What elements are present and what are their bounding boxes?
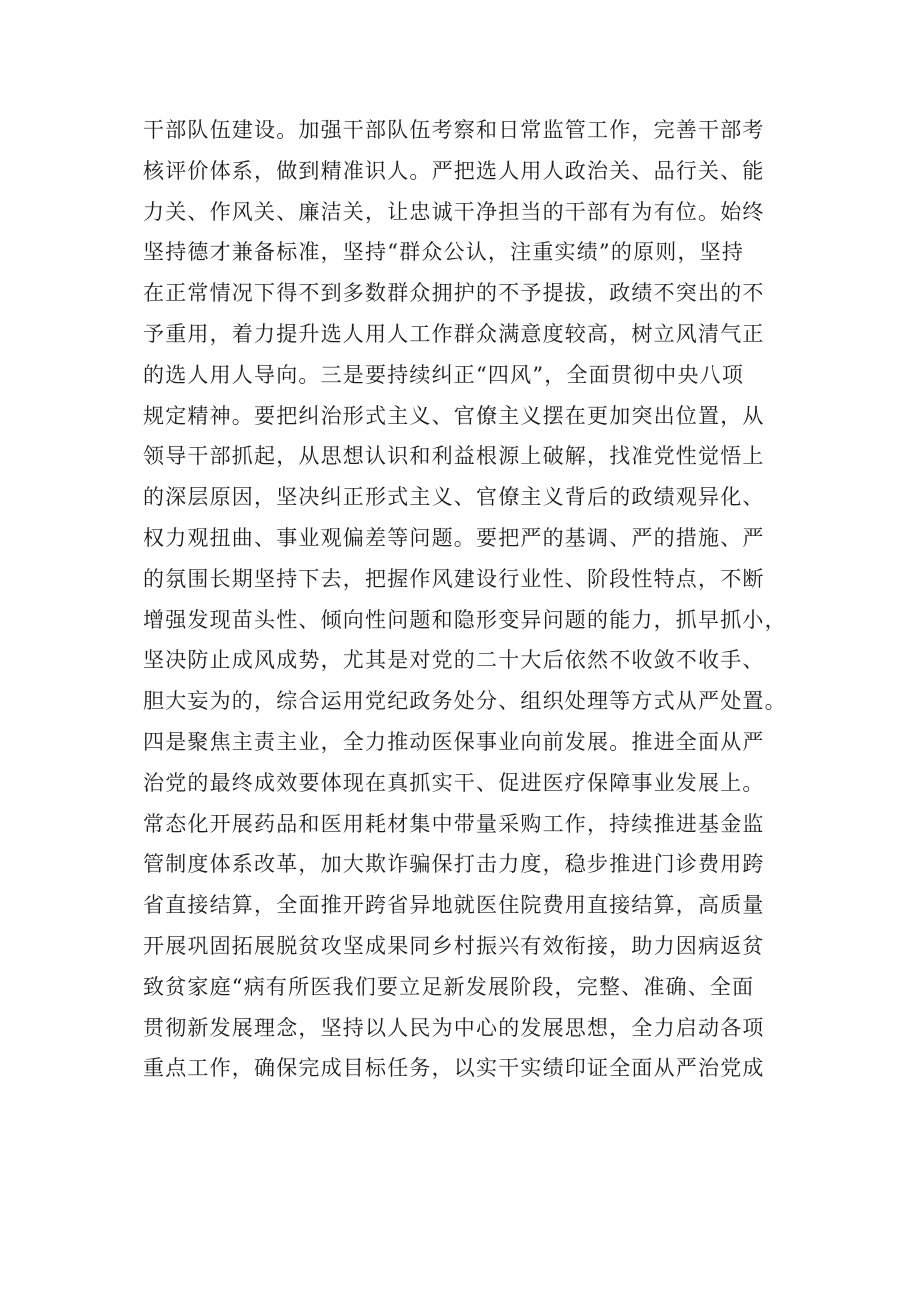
text-line: 坚持德才兼备标准，坚持“群众公认，注重实绩”的原则，坚持 [143, 240, 745, 265]
text-line: 的选人用人导向。三是要持续纠正“四风”，全面贯彻中央八项 [143, 362, 745, 387]
text-line: 治党的最终成效要体现在真抓实干、促进医疗保障事业发展上。 [143, 770, 765, 795]
text-line: 规定精神。要把纠治形式主义、官僚主义摆在更加突出位置，从 [143, 403, 765, 428]
text-line: 坚决防止成风成势，尤其是对党的二十大后依然不收敛不收手、 [143, 648, 765, 673]
text-line: 贯彻新发展理念，坚持以人民为中心的发展思想，全力启动各项 [143, 1015, 765, 1040]
text-line: 在正常情况下得不到多数群众拥护的不予提拔，政绩不突出的不 [143, 281, 765, 306]
text-line: 的深层原因，坚决纠正形式主义、官僚主义背后的政绩观异化、 [143, 485, 765, 510]
text-line: 重点工作，确保完成目标任务，以实干实绩印证全面从严治党成 [143, 1056, 765, 1081]
text-line: 力关、作风关、廉洁关，让忠诚干净担当的干部有为有位。始终 [143, 199, 765, 224]
text-line: 干部队伍建设。加强干部队伍考察和日常监管工作，完善干部考 [143, 118, 765, 142]
text-line: 的氛围长期坚持下去，把握作风建设行业性、阶段性特点，不断 [143, 566, 765, 591]
text-line: 予重用，着力提升选人用人工作群众满意度较高，树立风清气正 [143, 321, 765, 346]
text-line: 管制度体系改革，加大欺诈骗保打击力度，稳步推进门诊费用跨 [143, 852, 765, 877]
text-line: 权力观扭曲、事业观偏差等问题。要把严的基调、严的措施、严 [143, 525, 765, 550]
text-line: 开展巩固拓展脱贫攻坚成果同乡村振兴有效衔接，助力因病返贫 [143, 933, 765, 958]
text-line: 核评价体系，做到精准识人。严把选人用人政治关、品行关、能 [143, 158, 765, 183]
text-line: 增强发现苗头性、倾向性问题和隐形变异问题的能力，抓早抓小， [143, 607, 787, 632]
text-line: 四是聚焦主责主业，全力推动医保事业向前发展。推进全面从严 [143, 729, 765, 754]
text-line: 省直接结算，全面推开跨省异地就医住院费用直接结算，高质量 [143, 893, 765, 918]
text-line: 致贫家庭“病有所医我们要立足新发展阶段，完整、准确、全面 [143, 974, 755, 999]
text-line: 常态化开展药品和医用耗材集中带量采购工作，持续推进基金监 [143, 811, 765, 836]
body-text [143, 110, 803, 1089]
text-line: 胆大妄为的，综合运用党纪政务处分、组织处理等方式从严处置。 [143, 689, 787, 714]
text-line: 领导干部抓起，从思想认识和利益根源上破解，找准党性觉悟上 [143, 444, 765, 469]
